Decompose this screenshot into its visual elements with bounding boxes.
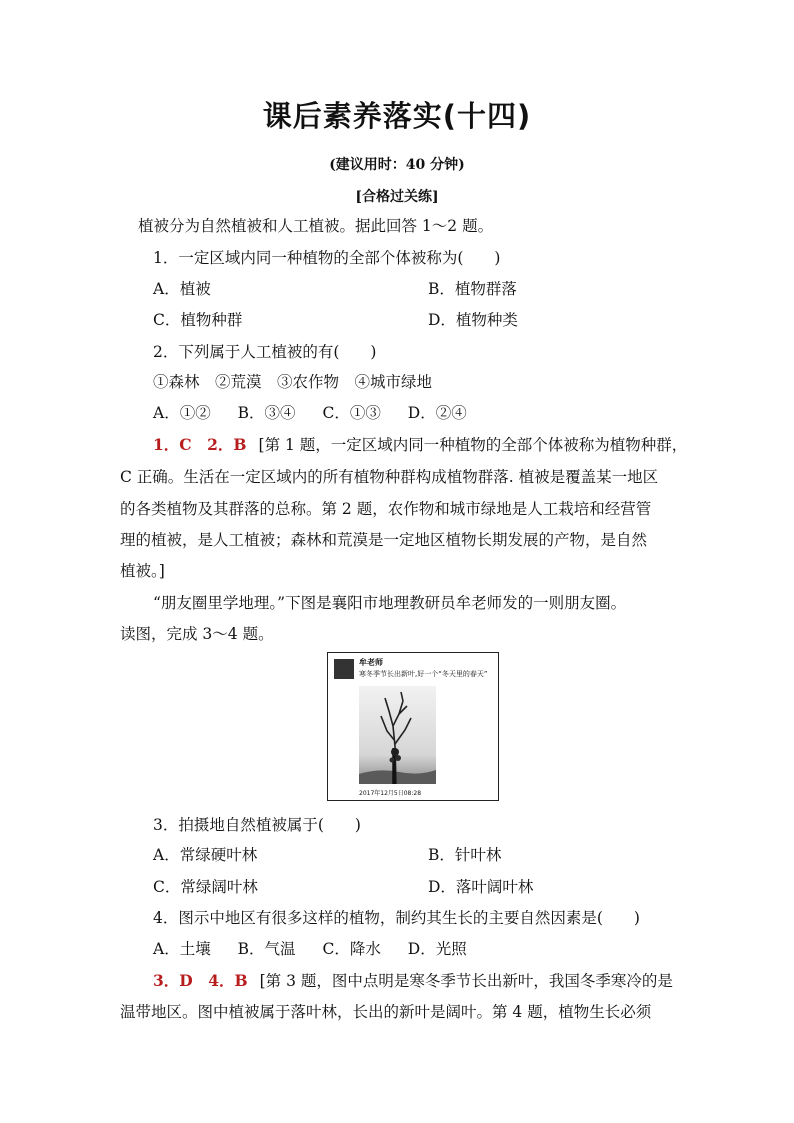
intro-1: 植被分为自然植被和人工植被。据此回答 1～2 题。: [138, 217, 494, 235]
answer-1-text: [第 1 题，一定区域内同一种植物的全部个体被称为植物种群，: [258, 436, 688, 454]
q1-option-d: D．植物种类: [428, 311, 518, 329]
q2-option-a: A．①②: [153, 404, 211, 422]
answer-1-keys: 1．C 2．B: [153, 435, 247, 454]
q3-option-a: A．常绿硬叶林: [153, 846, 258, 864]
q3-option-b: B．针叶林: [428, 846, 502, 864]
q3-stem: 3．拍摄地自然植被属于( ): [153, 816, 361, 834]
q3-options-row1: [153, 845, 713, 865]
section-heading: [合格过关练]: [355, 189, 439, 205]
q2-option-c: C．①③: [322, 404, 381, 422]
q2-option-d: D．②④: [407, 404, 467, 422]
intro-2-line-2: 读图，完成 3～4 题。: [120, 625, 274, 643]
figure-timestamp: 2017年12月5日08:28: [359, 790, 422, 797]
q1-options-row2: [153, 310, 713, 330]
q4-option-c: C．降水: [322, 940, 381, 958]
q4-stem: 4．图示中地区有很多这样的植物，制约其生长的主要自然因素是( ): [153, 909, 640, 927]
answer-1-line-1: [153, 435, 713, 455]
q2-options: [153, 403, 713, 423]
q1-option-a: A．植被: [153, 280, 211, 298]
figure-post-text: 寒冬季节长出新叶,好一个“冬天里的春天”: [359, 670, 488, 678]
q4-options: [153, 939, 713, 959]
answer-1-line-3: 的各类植物及其群落的总称。第 2 题，农作物和城市绿地是人工栽培和经营管: [120, 500, 652, 518]
avatar: [334, 659, 354, 679]
q1-option-b: B．植物群落: [428, 280, 517, 298]
q2-stem: 2．下列属于人工植被的有( ): [153, 343, 377, 361]
answer-1-line-5: 植被。]: [120, 562, 165, 580]
q1-option-c: C．植物种群: [153, 311, 243, 329]
q3-option-c: C．常绿阔叶林: [153, 878, 258, 896]
q2-option-b: B．③④: [237, 404, 296, 422]
q2-items: ①森林 ②荒漠 ③农作物 ④城市绿地: [153, 373, 433, 391]
page-title: 课后素养落实(十四): [262, 99, 532, 133]
q3-option-d: D．落叶阔叶林: [428, 878, 534, 896]
q4-option-a: A．土壤: [153, 940, 211, 958]
q1-stem: 1．一定区域内同一种植物的全部个体被称为( ): [153, 249, 501, 267]
tree-photo-icon: [359, 686, 436, 784]
answer-1-line-4: 理的植被，是人工植被；森林和荒漠是一定地区植物长期发展的产物，是自然: [120, 531, 648, 549]
tree-photo: [359, 686, 436, 784]
q4-option-b: B．气温: [237, 940, 296, 958]
intro-2-line-1: “朋友圈里学地理。”下图是襄阳市地理教研员牟老师发的一则朋友圈。: [153, 594, 627, 612]
q4-option-d: D．光照: [407, 940, 467, 958]
answer-2-line-1: [153, 971, 713, 991]
wechat-moment-figure: [327, 652, 499, 801]
figure-author: 牟老师: [359, 658, 383, 667]
answer-2-line-2: 温带地区。图中植被属于落叶林，长出的新叶是阔叶。第 4 题，植物生长必须: [120, 1003, 652, 1021]
answer-1-line-2: C 正确。生活在一定区域内的所有植物种群构成植物群落. 植被是覆盖某一地区: [120, 468, 659, 486]
q1-options-row1: [153, 279, 713, 299]
time-note: (建议用时：40 分钟): [329, 157, 465, 173]
q3-options-row2: [153, 877, 713, 897]
answer-2-text: [第 3 题，图中点明是寒冬季节长出新叶，我国冬季寒冷的是: [259, 972, 673, 990]
answer-2-keys: 3．D 4．B: [153, 971, 248, 990]
